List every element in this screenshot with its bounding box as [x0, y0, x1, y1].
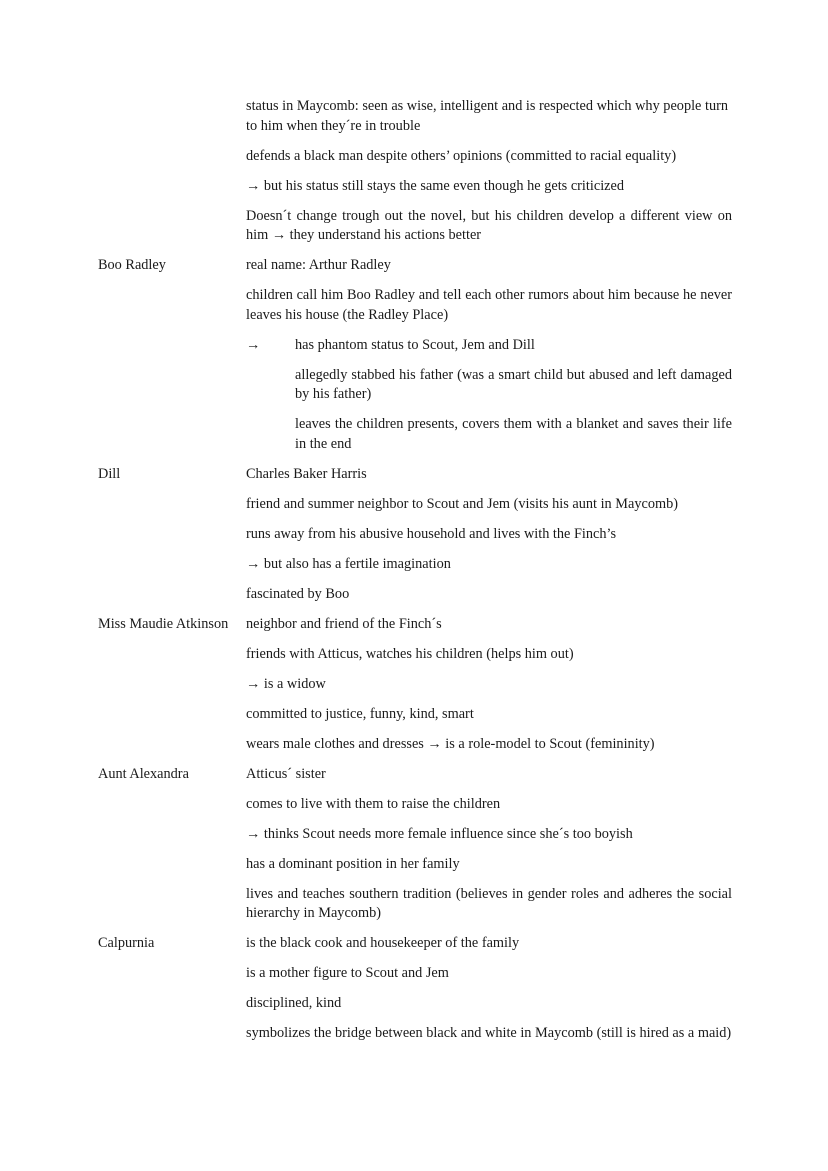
note-row [98, 675, 732, 695]
note-row [98, 585, 732, 605]
note-row [98, 286, 732, 325]
character-row-boo-radley [98, 256, 732, 276]
note-text: → but also has a fertile imagination [246, 555, 451, 572]
note-row-indented [98, 366, 732, 405]
note-text: → but his status still stays the same even though he gets criticized [246, 177, 625, 194]
note-text: has a dominant position in her family [246, 855, 460, 872]
note-row [98, 825, 732, 845]
note-row-arrow [98, 336, 732, 356]
note-row [98, 855, 732, 875]
note-text: friends with Atticus, watches his children (helps him out) [246, 645, 574, 662]
note-row [98, 525, 732, 545]
note-text: is the black cook and housekeeper of the family [246, 935, 520, 951]
note-row [98, 705, 732, 725]
note-row [98, 885, 732, 924]
note-text: has phantom status to Scout, Jem and Dill [295, 336, 535, 353]
note-row [98, 495, 732, 515]
note-text: status in Maycomb: seen as wise, intelligent and is respected which why people turn to him when they´re in trouble [246, 98, 729, 134]
note-row [98, 795, 732, 815]
note-text: → thinks Scout needs more female influence since she´s too boyish [246, 825, 633, 842]
note-text: friend and summer neighbor to Scout and Jem (visits his aunt in Maycomb) [246, 495, 679, 512]
note-text: fascinated by Boo [246, 585, 350, 602]
character-row-dill [98, 465, 732, 485]
note-text: children call him Boo Radley and tell each other rumors about him because he never leaves his house (the Radley Place) [246, 287, 732, 323]
note-text: disciplined, kind [246, 995, 342, 1011]
note-text: symbolizes the bridge between black and white in Maycomb (still is hired as a maid) [246, 1025, 732, 1041]
note-text: is a mother figure to Scout and Jem [246, 965, 449, 981]
note-row [98, 964, 732, 984]
arrow-marker: → [246, 336, 261, 353]
note-row [98, 735, 732, 755]
note-text: Doesn´t change trough out the novel, but his children develop a different view on him → they understand his actions better [246, 207, 732, 243]
character-name: Boo Radley [98, 257, 166, 273]
note-text: comes to live with them to raise the children [246, 795, 501, 812]
note-row [98, 147, 732, 167]
note-row [98, 994, 732, 1014]
character-name: Dill [98, 465, 121, 482]
note-row [98, 555, 732, 575]
note-text: lives and teaches southern tradition (believes in gender roles and adheres the social hierarchy in Maycomb) [246, 885, 732, 921]
note-row [98, 97, 732, 136]
note-row [98, 177, 732, 197]
character-name: Aunt Alexandra [98, 765, 189, 782]
note-text: neighbor and friend of the Finch´s [246, 615, 442, 632]
note-text: → is a widow [246, 675, 326, 692]
note-text: real name: Arthur Radley [246, 257, 391, 273]
note-text: allegedly stabbed his father (was a smart child but abused and left damaged by his father) [295, 366, 732, 402]
note-text: runs away from his abusive household and lives with the Finch’s [246, 525, 617, 542]
note-text: leaves the children presents, covers them with a blanket and saves their life in the end [295, 416, 732, 452]
note-row [98, 645, 732, 665]
note-row [98, 207, 732, 246]
note-row-indented [98, 415, 732, 454]
character-name: Calpurnia [98, 935, 155, 951]
character-name: Miss Maudie Atkinson [98, 615, 229, 632]
character-row-miss-maudie [98, 615, 732, 635]
character-row-aunt-alexandra [98, 765, 732, 785]
character-row-calpurnia [98, 934, 732, 954]
note-text: Atticus´ sister [246, 765, 326, 782]
note-text: defends a black man despite others’ opinions (committed to racial equality) [246, 147, 677, 164]
note-text: Charles Baker Harris [246, 465, 367, 482]
note-text: committed to justice, funny, kind, smart [246, 705, 474, 722]
note-text: wears male clothes and dresses → is a role-model to Scout (femininity) [246, 735, 655, 752]
note-row [98, 1024, 732, 1044]
character-notes [98, 97, 732, 1054]
